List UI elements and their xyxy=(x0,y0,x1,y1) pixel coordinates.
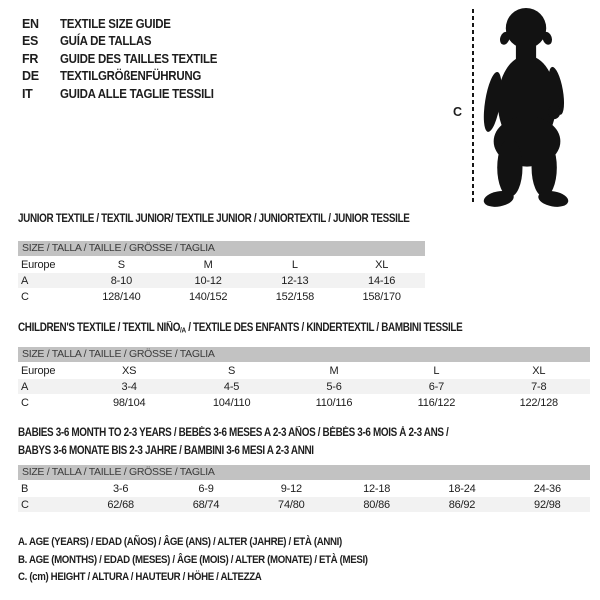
size-cell: L xyxy=(291,258,298,271)
size-cell: XL xyxy=(375,258,389,271)
size-cell: 9-12 xyxy=(280,482,302,495)
size-cell: M xyxy=(329,364,339,377)
lang-code: DE xyxy=(22,69,39,84)
footnote-c: C. (cm) HEIGHT / ALTURA / HAUTEUR / HÖHE / ALTEZZA xyxy=(18,571,262,583)
lang-row-es xyxy=(22,33,231,51)
footnotes-block xyxy=(18,536,415,589)
baby-silhouette xyxy=(478,8,572,207)
lang-row-fr xyxy=(22,50,231,68)
size-cell: 104/110 xyxy=(180,395,282,411)
size-cell: 18-24 xyxy=(448,482,476,495)
size-cell: 80/86 xyxy=(334,497,419,513)
children-section-title xyxy=(18,322,462,335)
children-title-pre: CHILDREN'S TEXTILE / TEXTIL NIÑO xyxy=(18,322,181,334)
height-measure-line xyxy=(472,9,474,205)
size-cell: 7-8 xyxy=(488,379,590,395)
table-row xyxy=(18,289,425,305)
size-cell: XL xyxy=(532,364,546,377)
size-cell: L xyxy=(433,364,440,377)
size-cell: 6-9 xyxy=(198,482,214,495)
size-cell: 140/152 xyxy=(165,289,252,305)
size-cell: S xyxy=(117,258,125,271)
lang-code: EN xyxy=(22,16,39,31)
lang-title: GUÍA DE TALLAS xyxy=(60,34,152,49)
table-row xyxy=(18,257,425,273)
size-cell: 6-7 xyxy=(385,379,487,395)
row-label: C xyxy=(18,395,78,411)
row-label: Europe xyxy=(21,258,56,271)
size-cell: 158/170 xyxy=(338,289,425,305)
size-cell: 98/104 xyxy=(78,395,180,411)
size-cell: 110/116 xyxy=(283,395,385,411)
footnote-a: A. AGE (YEARS) / EDAD (AÑOS) / ÂGE (ANS) / ALTER (JAHRE) / ETÀ (ANNI) xyxy=(18,536,342,548)
row-label: B xyxy=(21,482,29,495)
size-cell: 24-36 xyxy=(533,482,561,495)
lang-code: IT xyxy=(22,86,33,101)
size-cell: 122/128 xyxy=(488,395,590,411)
size-cell: 12-18 xyxy=(363,482,391,495)
lang-code: ES xyxy=(22,34,39,49)
size-cell: 14-16 xyxy=(338,273,425,289)
size-cell: 12-13 xyxy=(252,273,339,289)
children-title-sub: /A xyxy=(180,325,186,335)
size-cell: 10-12 xyxy=(165,273,252,289)
children-size-header-bar: SIZE / TALLA / TAILLE / GRÖSSE / TAGLIA xyxy=(18,347,590,362)
row-label: A xyxy=(18,379,78,395)
lang-row-it xyxy=(22,85,231,103)
babies-size-header-bar: SIZE / TALLA / TAILLE / GRÖSSE / TAGLIA xyxy=(18,465,590,480)
row-label: C xyxy=(18,289,78,305)
size-cell: M xyxy=(203,258,213,271)
size-cell: 3-6 xyxy=(113,482,129,495)
table-row xyxy=(18,497,590,513)
size-cell: 62/68 xyxy=(78,497,163,513)
row-label: A xyxy=(18,273,78,289)
size-cell: 92/98 xyxy=(505,497,590,513)
size-cell: 152/158 xyxy=(252,289,339,305)
table-row xyxy=(18,395,590,411)
junior-section-title: JUNIOR TEXTILE / TEXTIL JUNIOR/ TEXTILE JUNIOR / JUNIORTEXTIL / JUNIOR TESSILE xyxy=(18,213,410,225)
size-cell: S xyxy=(228,364,236,377)
size-cell: 128/140 xyxy=(78,289,165,305)
row-label: Europe xyxy=(21,364,56,377)
lang-title: GUIDA ALLE TAGLIE TESSILI xyxy=(60,86,214,101)
figure-height-label: C xyxy=(453,105,463,119)
language-title-block xyxy=(22,15,231,103)
children-title-post: / TEXTILE DES ENFANTS / KINDERTEXTIL / BAMBINI TESSILE xyxy=(185,322,463,334)
size-cell: 116/122 xyxy=(385,395,487,411)
footnote-b: B. AGE (MONTHS) / EDAD (MESES) / ÂGE (MOIS) / ALTER (MONATE) / ETÀ (MESI) xyxy=(18,553,368,566)
size-cell: 4-5 xyxy=(180,379,282,395)
row-label: C xyxy=(18,497,78,513)
babies-section-title-line1: BABIES 3-6 MONTH TO 2-3 YEARS / BEBÉS 3-6 MESES A 2-3 AÑOS / BÉBÉS 3-6 MOIS À 2-3 ANS / xyxy=(18,427,449,439)
size-cell: 5-6 xyxy=(283,379,385,395)
lang-title: GUIDE DES TAILLES TEXTILE xyxy=(60,51,218,66)
size-cell: 68/74 xyxy=(163,497,248,513)
size-cell: 3-4 xyxy=(78,379,180,395)
junior-size-table xyxy=(18,241,425,304)
size-cell: 86/92 xyxy=(419,497,504,513)
lang-title: TEXTILE SIZE GUIDE xyxy=(60,16,171,31)
table-row xyxy=(18,273,425,289)
junior-size-header-bar: SIZE / TALLA / TAILLE / GRÖSSE / TAGLIA xyxy=(18,241,425,256)
lang-row-de xyxy=(22,68,231,86)
table-row xyxy=(18,363,590,379)
table-row xyxy=(18,481,590,497)
size-cell: XS xyxy=(122,364,137,377)
babies-section-title-line2: BABYS 3-6 MONATE BIS 2-3 JAHRE / BAMBINI 3-6 MESI A 2-3 ANNI xyxy=(18,445,314,457)
size-cell: 74/80 xyxy=(249,497,334,513)
size-cell: 8-10 xyxy=(78,273,165,289)
table-row xyxy=(18,379,590,395)
children-size-table xyxy=(18,347,590,410)
babies-size-table xyxy=(18,465,590,512)
lang-row-en xyxy=(22,15,231,33)
lang-code: FR xyxy=(22,51,39,66)
lang-title: TEXTILGRÖßENFÜHRUNG xyxy=(60,69,202,84)
